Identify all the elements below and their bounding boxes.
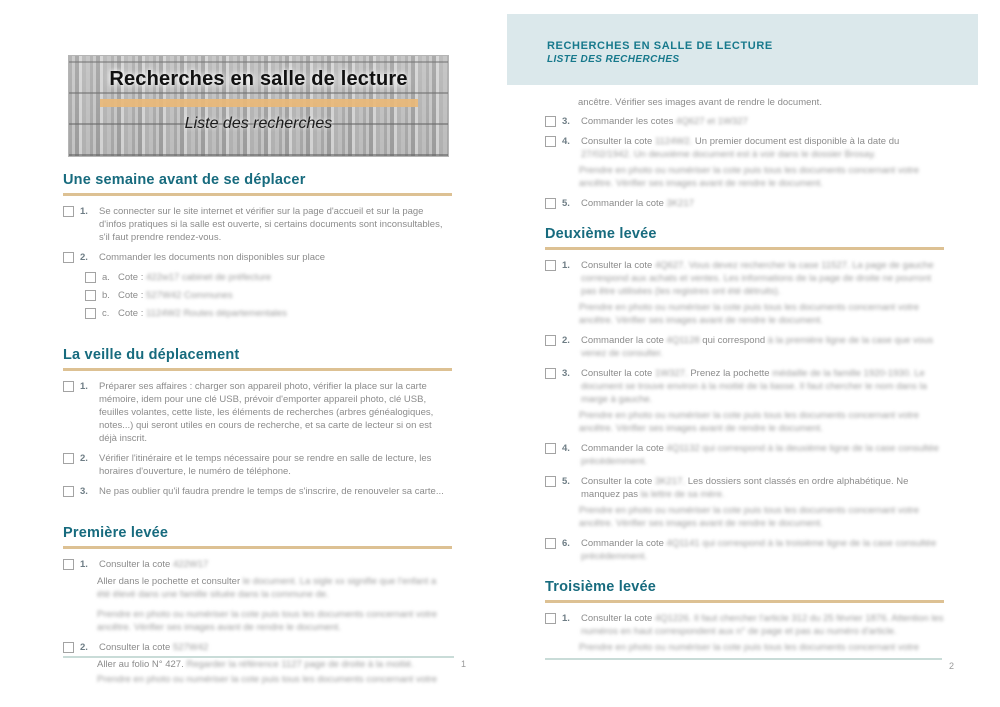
checkbox[interactable] — [545, 538, 556, 549]
item-text — [581, 612, 944, 638]
checkbox[interactable] — [85, 308, 96, 319]
text-clear: Commander la cote — [581, 335, 664, 346]
page-number: 2 — [949, 661, 955, 671]
text-clear: Consulter la cote — [581, 476, 653, 487]
footer-rule — [63, 656, 454, 658]
text-clear: Consulter la cote — [99, 642, 171, 653]
item-text: Ne pas oublier qu'il faudra prendre le temps de s'inscrire, de renouveler sa carte... — [99, 486, 444, 497]
section-heading-une-semaine: Une semaine avant de se déplacer — [63, 172, 452, 196]
text-redacted: le document. La sigle xx signifie que l'enfant a été élevé dans une famille située dans la commune de. — [97, 576, 437, 600]
checklist-item — [545, 197, 944, 210]
item-number: 2. — [80, 453, 88, 464]
text-clear: Aller au folio N° 427. — [97, 659, 184, 670]
checklist-subitem — [85, 271, 452, 284]
item-text — [581, 135, 944, 161]
text-clear: Commander la cote — [581, 443, 664, 454]
subitem-letter: c. — [102, 308, 110, 319]
text-redacted: à la première ligne de la case que vous venez de consulter. — [581, 335, 934, 359]
checkbox[interactable] — [545, 116, 556, 127]
checklist-item — [63, 380, 452, 445]
item-number: 1. — [80, 559, 88, 570]
section-heading-la-veille: La veille du déplacement — [63, 347, 452, 371]
checkbox[interactable] — [63, 559, 74, 570]
item-text: Se connecter sur le site internet et vérifier sur la page d'accueil et sur la page d'infos pratiques si la salle est ouverte, si certains documents sont inconsultables, s'il faut prendre rendez-vous. — [99, 206, 443, 243]
page-number: 1 — [461, 659, 467, 669]
item-number: 5. — [562, 198, 570, 209]
checkbox[interactable] — [63, 381, 74, 392]
text-clear: Cote : — [118, 272, 144, 283]
item-text — [581, 197, 944, 210]
item-text — [581, 115, 944, 128]
checklist-item — [545, 612, 944, 638]
text-clear: Consulter la cote — [99, 559, 171, 570]
item-number: 2. — [80, 642, 88, 653]
item-number: 1. — [562, 260, 570, 271]
subitem-letter: a. — [102, 272, 110, 283]
subitem-letter: b. — [102, 290, 110, 301]
text-redacted: 27/02/1942. Un deuxième document est à voir dans le dossier Brosay. — [581, 149, 877, 160]
checkbox[interactable] — [85, 272, 96, 283]
item-text: Commander les documents non disponibles sur place — [99, 252, 326, 263]
text-clear: Commander la cote — [581, 538, 664, 549]
item-text — [581, 259, 944, 298]
text-clear: Commander les cotes — [581, 116, 674, 127]
checklist-item — [63, 558, 452, 571]
checkbox[interactable] — [545, 260, 556, 271]
page2-footer — [545, 658, 954, 671]
text-clear: Commander la cote — [581, 198, 664, 209]
item-number: 1. — [80, 206, 88, 217]
text-clear: Aller dans le pochette et consulter — [97, 576, 241, 587]
text-clear: Consulter la cote — [581, 136, 653, 147]
item-paragraph-redacted: Prendre en photo ou numériser la cote puis tous les documents concernant votre ancêtre. Vérifier ses images avant de rendre le document. — [579, 302, 920, 326]
text-clear: Un premier document est disponible à la date du — [694, 136, 900, 147]
item-text — [581, 537, 944, 563]
checkbox[interactable] — [545, 368, 556, 379]
item-text — [118, 289, 452, 302]
text-clear: Consulter la cote — [581, 613, 653, 624]
checkbox[interactable] — [85, 290, 96, 301]
text-clear: qui correspond — [702, 335, 766, 346]
item-text — [99, 558, 452, 571]
checklist-subitem — [85, 289, 452, 302]
item-number: 6. — [562, 538, 570, 549]
item-paragraph — [97, 575, 452, 601]
page2-content — [545, 96, 944, 654]
checklist-item — [545, 115, 944, 128]
text-redacted: 1W327. — [654, 368, 688, 379]
text-redacted: la lettre de sa mère. — [640, 489, 725, 500]
text-clear: Prenez la pochette — [690, 368, 770, 379]
document-page-1 — [63, 0, 452, 693]
item-paragraph-redacted: Prendre en photo ou numériser la cote puis tous les documents concernant votre ancêtre. Vérifier ses images avant de rendre le document. — [579, 410, 920, 434]
item-text — [581, 367, 944, 406]
checklist-item — [545, 259, 944, 298]
item-text — [118, 271, 452, 284]
item-number: 3. — [562, 116, 570, 127]
doc-subtitle: Liste des recherches — [184, 115, 333, 132]
text-redacted: 1124W2. — [654, 136, 693, 147]
running-header-subtitle: LISTE DES RECHERCHES — [547, 54, 680, 65]
checklist-item — [63, 485, 452, 498]
checklist-item — [63, 452, 452, 478]
item-text: Préparer ses affaires : charger son appareil photo, vérifier la place sur la carte mémoire, idem pour une clé USB, prévoir d'emporter appareil photo, clé USB, feuilles volantes, cette liste, les éléments de recherches (arbres généalogiques, notes...) qui seront utiles en cours de recherche, et sa carte de lecteur si on est déjà inscrit. — [99, 381, 434, 444]
item-text — [581, 334, 944, 360]
text-redacted: 527W42 Communes — [146, 290, 233, 301]
checklist-subitem — [85, 307, 452, 320]
checkbox[interactable] — [545, 198, 556, 209]
page2-header-band — [507, 14, 978, 85]
text-redacted: médaille de la famille 1920-1930. Le document se trouve environ à la moitié de la liasse. Il faut chercher le nom dans la marge à gauche. — [581, 368, 927, 405]
orange-bar — [100, 99, 418, 107]
text-redacted: 1124W2 Routes départementales — [146, 308, 287, 319]
checklist-item — [545, 475, 944, 501]
document-page-2 — [507, 0, 978, 661]
continuation-paragraph: ancêtre. Vérifier ses images avant de rendre le document. — [578, 97, 822, 108]
item-number: 2. — [80, 252, 88, 263]
checklist-item — [545, 537, 944, 563]
item-text: Vérifier l'itinéraire et le temps nécessaire pour se rendre en salle de lecture, les horaires d'ouverture, le numéro de téléphone. — [99, 453, 432, 477]
checkbox[interactable] — [545, 443, 556, 454]
item-number: 2. — [562, 335, 570, 346]
item-text — [118, 307, 452, 320]
doc-title: Recherches en salle de lecture — [109, 68, 408, 90]
text-redacted: 527W42 — [172, 642, 209, 653]
item-text — [581, 475, 944, 501]
item-paragraph-redacted: Prendre en photo ou numériser la cote puis tous les documents concernant votre ancêtre. Vérifier ses images avant de rendre le document. — [97, 609, 438, 633]
text-redacted: 422W17 — [172, 559, 209, 570]
text-redacted: 3K217. — [654, 476, 686, 487]
checkbox[interactable] — [63, 642, 74, 653]
checkbox[interactable] — [63, 252, 74, 263]
item-number: 5. — [562, 476, 570, 487]
footer-rule — [545, 658, 942, 660]
bookshelf-photo — [68, 55, 449, 157]
checklist-item — [545, 367, 944, 406]
item-paragraph-redacted: Prendre en photo ou numériser la cote puis tous les documents concernant votre — [97, 674, 438, 685]
text-redacted: Regarder la référence 1127 page de droite à la moitié. — [186, 659, 414, 670]
item-number: 1. — [562, 613, 570, 624]
checkbox[interactable] — [545, 335, 556, 346]
section-heading-deuxieme-levee: Deuxième levée — [545, 226, 944, 250]
checklist-item — [63, 251, 452, 264]
checkbox[interactable] — [545, 476, 556, 487]
text-redacted: 4Q1141 qui correspond à la troisième ligne de la case consultée précédemment. — [581, 538, 937, 562]
text-redacted: 4Q1132 qui correspond à la deuxième ligne de la case consultée précédemment. — [581, 443, 939, 467]
text-clear: Cote : — [118, 308, 144, 319]
item-paragraph-redacted: Prendre en photo ou numériser la cote puis tous les documents concernant votre ancêtre. Vérifier ses images avant de rendre le document. — [579, 165, 920, 189]
text-redacted: 4Q627. Vous devez rechercher la case 11527. La page de gauche correspond aux achats et ventes. Les informations de la page de droite ne pourront pas être utilisées (les registres ont été détruits). — [581, 260, 934, 297]
checkbox[interactable] — [63, 206, 74, 217]
item-number: 1. — [80, 381, 88, 392]
page1-footer — [63, 656, 466, 669]
item-number: 4. — [562, 443, 570, 454]
text-clear: Les dossiers sont classés en ordre alphabétique. Ne manquez pas — [581, 476, 909, 500]
checklist-item — [63, 641, 452, 654]
checkbox[interactable] — [545, 613, 556, 624]
checkbox[interactable] — [63, 486, 74, 497]
item-number: 4. — [562, 136, 570, 147]
running-header-title: RECHERCHES EN SALLE DE LECTURE — [547, 40, 773, 52]
text-redacted: 4Q1226. Il faut chercher l'article 312 du 25 février 1876. Attention les numéros en haut correspondent aux n° de page et pas au numéro d'article. — [581, 613, 944, 637]
item-paragraph-redacted: Prendre en photo ou numériser la cote puis tous les documents concernant votre — [579, 642, 920, 653]
section-heading-troisieme-levee: Troisième levée — [545, 579, 944, 603]
checklist-item — [545, 135, 944, 161]
checkbox[interactable] — [545, 136, 556, 147]
item-number: 3. — [562, 368, 570, 379]
checklist-item — [545, 334, 944, 360]
item-paragraph-redacted: Prendre en photo ou numériser la cote puis tous les documents concernant votre ancêtre. Vérifier ses images avant de rendre le document. — [579, 505, 920, 529]
checklist-item — [63, 205, 452, 244]
item-text — [99, 641, 452, 654]
item-number: 3. — [80, 486, 88, 497]
section-heading-premiere-levee: Première levée — [63, 525, 452, 549]
checkbox[interactable] — [63, 453, 74, 464]
item-text — [581, 442, 944, 468]
text-redacted: 4Q1128 — [666, 335, 700, 346]
text-clear: Consulter la cote — [581, 368, 653, 379]
text-redacted: 3K217 — [666, 198, 695, 209]
text-redacted: 422w17 cabinet de préfecture — [146, 272, 272, 283]
checklist-item — [545, 442, 944, 468]
text-clear: Consulter la cote — [581, 260, 653, 271]
text-clear: Cote : — [118, 290, 144, 301]
text-redacted: 4Q627 et 1W327 — [676, 116, 748, 127]
